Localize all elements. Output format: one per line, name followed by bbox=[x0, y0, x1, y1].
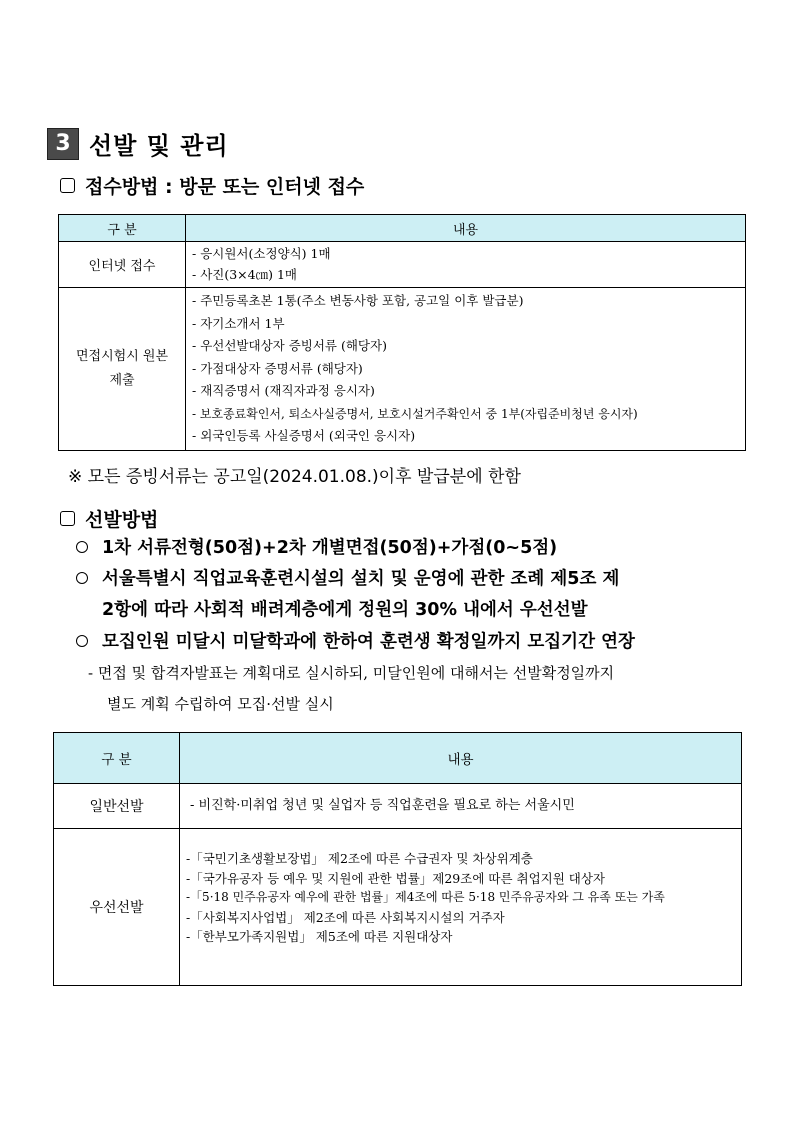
row-category: 우선선발 bbox=[54, 829, 180, 986]
list-item: -「국가유공자 등 예우 및 지원에 관한 법률」제29조에 따른 취업지원 대상자 bbox=[186, 870, 605, 886]
list-item: - 응시원서(소정양식) 1매 bbox=[192, 246, 331, 261]
list-item: - 사진(3×4㎝) 1매 bbox=[192, 266, 297, 282]
list-item: - 주민등록초본 1통(주소 변동사항 포함, 공고일 이후 발급분) bbox=[192, 293, 524, 308]
list-item: -「한부모가족지원법」 제5조에 따른 지원대상자 bbox=[186, 929, 453, 944]
selection-bullet bbox=[76, 564, 619, 626]
list-item: - 보호종료확인서, 퇴소사실증명서, 보호시설거주확인서 중 1부(자립준비청년 응시자) bbox=[192, 406, 638, 421]
table-row bbox=[54, 784, 742, 829]
table-header-row bbox=[59, 215, 746, 242]
selection-bullet bbox=[76, 627, 635, 658]
bullet-line: 2항에 따라 사회적 배려계층에게 정원의 30% 내에서 우선선발 bbox=[102, 600, 588, 620]
row-category: 일반선발 bbox=[54, 784, 180, 829]
row-category-line: 면접시험시 원본 bbox=[75, 348, 169, 364]
sub-note-line: - 면접 및 합격자발표는 계획대로 실시하되, 미달인원에 대해서는 선발확정일까지 bbox=[88, 664, 615, 682]
header-content: 내용 bbox=[180, 733, 742, 784]
section-title: 선발 및 관리 bbox=[89, 132, 229, 160]
bullet-line: 서울특별시 직업교육훈련시설의 설치 및 운영에 관한 조례 제5조 제 bbox=[102, 569, 620, 589]
list-item: - 외국인등록 사실증명서 (외국인 응시자) bbox=[192, 428, 416, 443]
bullet-line: 1차 서류전형(50점)+2차 개별면접(50점)+가점(0~5점) bbox=[102, 538, 558, 558]
table-row bbox=[59, 242, 746, 288]
selection-table bbox=[53, 732, 742, 986]
table-row bbox=[54, 829, 742, 986]
list-item: -「국민기초생활보장법」 제2조에 따른 수급권자 및 차상위계층 bbox=[186, 851, 533, 866]
bullet-line: 모집인원 미달시 미달학과에 한하여 훈련생 확정일까지 모집기간 연장 bbox=[102, 632, 635, 652]
table-header-row bbox=[54, 733, 742, 784]
square-bullet-icon bbox=[60, 511, 75, 526]
list-item: - 가점대상자 증명서류 (해당자) bbox=[192, 360, 363, 376]
notice-text: ※ 모든 증빙서류는 공고일(2024.01.08.)이후 발급분에 한함 bbox=[68, 467, 521, 487]
section-heading bbox=[47, 126, 229, 161]
selection-heading-text: 선발방법 bbox=[85, 509, 159, 531]
table-row bbox=[59, 288, 746, 451]
row-content bbox=[180, 784, 742, 829]
row-category: 인터넷 접수 bbox=[59, 242, 186, 288]
section-number: 3 bbox=[47, 128, 79, 160]
reception-heading bbox=[60, 172, 364, 199]
row-category-line: 제출 bbox=[109, 372, 135, 388]
list-item: - 우선선발대상자 증빙서류 (해당자) bbox=[192, 338, 387, 353]
list-item: - 자기소개서 1부 bbox=[192, 315, 285, 331]
reception-heading-text: 접수방법 : 방문 또는 인터넷 접수 bbox=[85, 176, 365, 198]
circle-bullet-icon bbox=[76, 635, 88, 647]
header-category: 구 분 bbox=[54, 733, 180, 784]
list-item: -「사회복지사업법」 제2조에 따른 사회복지시설의 거주자 bbox=[186, 909, 505, 925]
header-content: 내용 bbox=[186, 215, 746, 242]
row-content bbox=[186, 288, 746, 451]
circle-bullet-icon bbox=[76, 572, 88, 584]
selection-heading bbox=[60, 505, 158, 532]
row-content bbox=[186, 242, 746, 288]
row-category bbox=[59, 288, 186, 451]
reception-table bbox=[58, 214, 746, 451]
circle-bullet-icon bbox=[76, 541, 88, 553]
row-content bbox=[180, 829, 742, 986]
sub-note-line: 별도 계획 수립하여 모집·선발 실시 bbox=[107, 695, 334, 713]
square-bullet-icon bbox=[60, 178, 75, 193]
list-item: -「5·18 민주유공자 예우에 관한 법률」제4조에 따른 5·18 민주유공자와 그 유족 또는 가족 bbox=[186, 890, 665, 904]
list-item: - 비진학·미취업 청년 및 실업자 등 직업훈련을 필요로 하는 서울시민 bbox=[190, 798, 575, 814]
selection-bullet bbox=[76, 533, 557, 564]
list-item: - 재직증명서 (재직자과정 응시자) bbox=[192, 383, 375, 398]
header-category: 구 분 bbox=[59, 215, 186, 242]
